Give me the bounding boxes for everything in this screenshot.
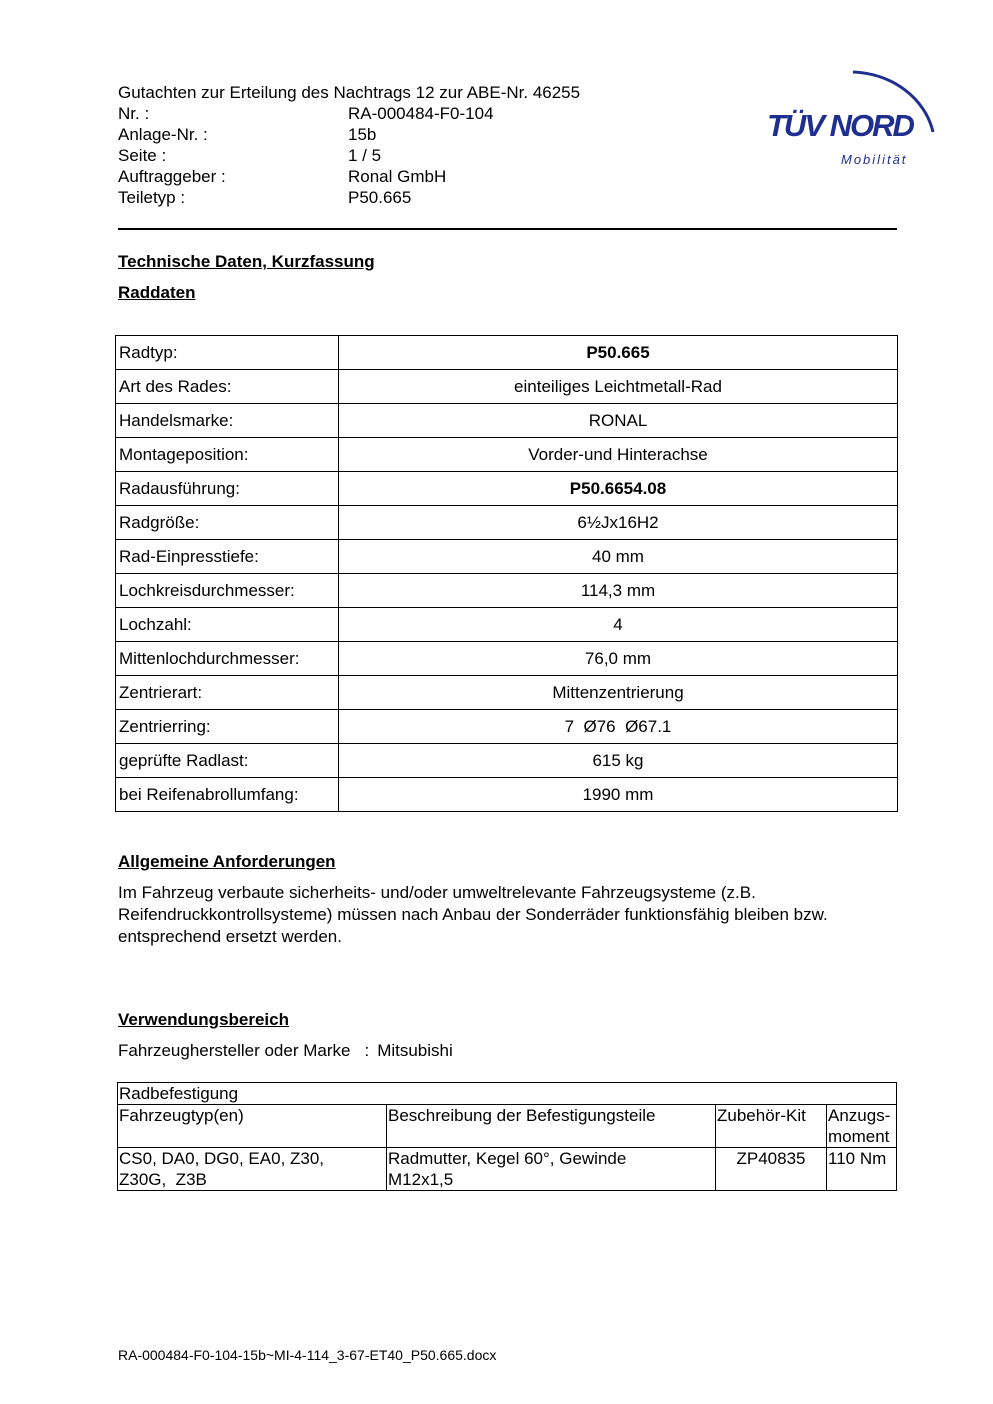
cell-label: Art des Rades: [116, 370, 339, 404]
header-description: Beschreibung der Befestigungsteile [387, 1105, 716, 1148]
table-row [116, 404, 898, 438]
cell-value: 76,0 mm [339, 642, 898, 676]
cell-value: 7 Ø76 Ø67.1 [339, 710, 898, 744]
logo-brand-text: TÜV NORD [767, 108, 913, 143]
table-row [116, 540, 898, 574]
cell-label: Mittenlochdurchmesser: [116, 642, 339, 676]
table-row [116, 336, 898, 370]
cell-label: Zentrierring: [116, 710, 339, 744]
header-torque-line: Anzugs- [828, 1106, 891, 1125]
cell-torque: 110 Nm [827, 1148, 897, 1191]
cell-line: Z30G, Z3B [119, 1170, 207, 1189]
cell-label: Rad-Einpresstiefe: [116, 540, 339, 574]
table-row [118, 1148, 897, 1191]
cell-value: Vorder-und Hinterachse [339, 438, 898, 472]
section-title-usage: Verwendungsbereich [118, 1010, 289, 1029]
cell-value: 4 [339, 608, 898, 642]
logo-sub-text: Mobilität [841, 152, 908, 167]
cell-value: 6½Jx16H2 [339, 506, 898, 540]
general-requirements-text [118, 882, 828, 948]
cell-value: RONAL [339, 404, 898, 438]
table-row [116, 642, 898, 676]
manufacturer-label: Fahrzeughersteller oder Marke [118, 1041, 351, 1060]
cell-label: Handelsmarke: [116, 404, 339, 438]
tuv-nord-logo [765, 60, 945, 175]
cell-vehicle-types [118, 1148, 387, 1191]
table-row [118, 1083, 897, 1105]
cell-label: Montageposition: [116, 438, 339, 472]
cell-value: P50.665 [339, 336, 898, 370]
cell-value: Mittenzentrierung [339, 676, 898, 710]
cell-value: 114,3 mm [339, 574, 898, 608]
cell-value: 40 mm [339, 540, 898, 574]
cell-label: bei Reifenabrollumfang: [116, 778, 339, 812]
header-divider [118, 228, 897, 230]
section-subtitle-raddaten: Raddaten [118, 283, 196, 302]
cell-value: 1990 mm [339, 778, 898, 812]
footer-filename: RA-000484-F0-104-15b~MI-4-114_3-67-ET40_P50.665.docx [118, 1347, 497, 1363]
section-title-technical-data: Technische Daten, Kurzfassung [118, 252, 375, 271]
wheel-data-table [115, 335, 898, 812]
table-row [116, 438, 898, 472]
cell-value: P50.6654.08 [339, 472, 898, 506]
cell-label: Zentrierart: [116, 676, 339, 710]
table-row [116, 370, 898, 404]
table-row [116, 472, 898, 506]
cell-label: Lochkreisdurchmesser: [116, 574, 339, 608]
cell-value: einteiliges Leichtmetall-Rad [339, 370, 898, 404]
table-row [116, 574, 898, 608]
table-row [116, 676, 898, 710]
cell-kit: ZP40835 [716, 1148, 827, 1191]
mounting-caption: Radbefestigung [118, 1083, 897, 1105]
cell-label: geprüfte Radlast: [116, 744, 339, 778]
cell-value: 615 kg [339, 744, 898, 778]
table-row [116, 710, 898, 744]
paragraph-line: Im Fahrzeug verbaute sicherheits- und/oder umweltrelevante Fahrzeugsysteme (z.B. [118, 883, 756, 902]
cell-label: Radgröße: [116, 506, 339, 540]
manufacturer-value: Mitsubishi [377, 1041, 453, 1060]
cell-description [387, 1148, 716, 1191]
paragraph-line: entsprechend ersetzt werden. [118, 927, 342, 946]
cell-label: Radausführung: [116, 472, 339, 506]
header-kit: Zubehör-Kit [716, 1105, 827, 1148]
paragraph-line: Reifendruckkontrollsysteme) müssen nach Anbau der Sonderräder funktionsfähig bleiben bzw. [118, 905, 828, 924]
table-header-row [118, 1105, 897, 1148]
table-row [116, 744, 898, 778]
section-title-general-requirements: Allgemeine Anforderungen [118, 852, 336, 871]
header-vehicle-types: Fahrzeugtyp(en) [118, 1105, 387, 1148]
table-row [116, 506, 898, 540]
cell-label: Radtyp: [116, 336, 339, 370]
cell-line: M12x1,5 [388, 1170, 454, 1189]
cell-line: Radmutter, Kegel 60°, Gewinde [388, 1149, 627, 1168]
manufacturer-colon: : [364, 1041, 370, 1060]
cell-line: CS0, DA0, DG0, EA0, Z30, [119, 1149, 325, 1168]
header-torque-line: moment [828, 1127, 890, 1146]
cell-label: Lochzahl: [116, 608, 339, 642]
mounting-table [117, 1082, 897, 1191]
table-row [116, 608, 898, 642]
header-torque [827, 1105, 897, 1148]
table-row [116, 778, 898, 812]
manufacturer-line [118, 1040, 453, 1062]
